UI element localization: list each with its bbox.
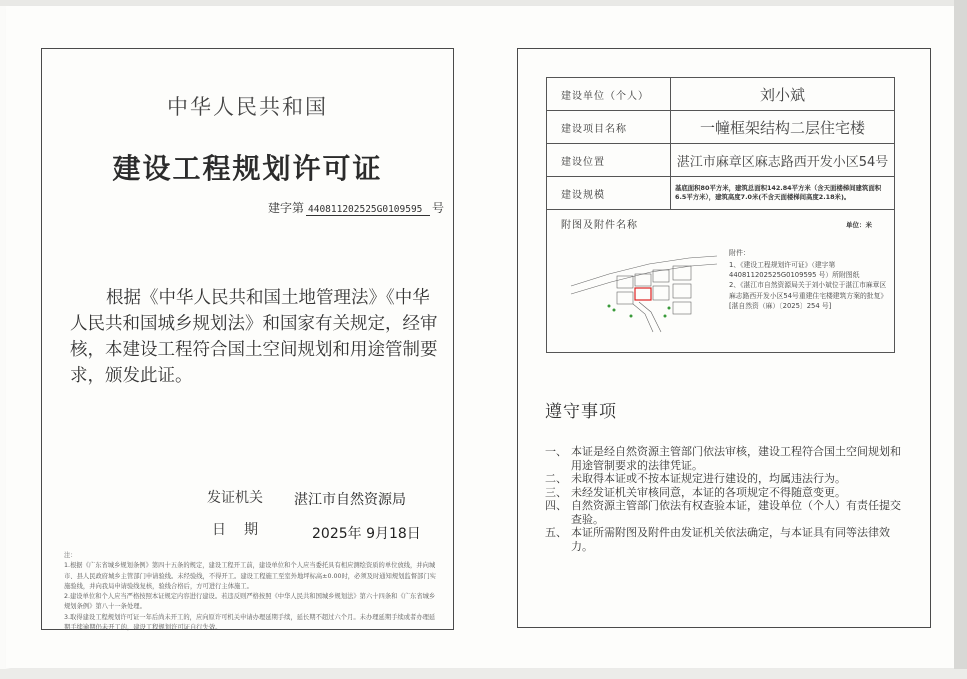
item-text: 自然资源主管部门依法有权查验本证，建设单位（个人）有责任提交查验。 (571, 499, 901, 526)
certificate-right-page (517, 48, 931, 628)
scan-edge-right (954, 0, 967, 679)
issue-date: 2025年 9月18日 (312, 526, 421, 542)
attachment-item: 2、《湛江市自然资源局关于刘小斌位于湛江市麻章区麻志路西开发小区54号重建住宅楼建筑方案的批复》[湛自然资（麻）〔2025〕254 号] (729, 281, 888, 310)
list-item (545, 526, 907, 553)
item-text: 本证是经自然资源主管部门依法审核，建设工程符合国土空间规划和用途管制要求的法律凭证。 (571, 445, 901, 472)
item-number: 五、 (545, 526, 567, 539)
certificate-left-page (41, 48, 454, 630)
scale-label: 建设规模 (547, 177, 671, 210)
attachments-title: 附件： (729, 249, 750, 257)
item-number: 二、 (545, 472, 567, 485)
issuer-label: 发证机关 (207, 490, 263, 506)
footnotes (64, 551, 436, 633)
attachment-item: 1、《建设工程规划许可证》（建字第440811202525G0109595 号）所附图纸 (729, 261, 860, 280)
attachments-cell (547, 210, 895, 353)
unit-label: 单位：米 (846, 221, 872, 229)
permit-details-table (546, 77, 895, 353)
item-number: 四、 (545, 499, 567, 512)
table-row (547, 177, 895, 210)
item-text: 未取得本证或不按本证规定进行建设的，均属违法行为。 (571, 472, 846, 485)
location-label: 建设位置 (547, 144, 671, 177)
list-item (545, 499, 907, 526)
item-text: 本证所需附图及附件由发证机关依法确定，与本证具有同等法律效力。 (571, 526, 890, 553)
country-name: 中华人民共和国 (167, 95, 328, 119)
attachments-label: 附图及附件名称 (561, 220, 638, 231)
certificate-body-text: 根据《中华人民共和国土地管理法》《中华人民共和国城乡规划法》和国家有关规定，经审核，本建设工程符合国土空间规划和用途管制要求，颁发此证。 (70, 288, 438, 386)
attachments-list (729, 260, 889, 311)
applicant-label: 建设单位（个人） (547, 78, 671, 111)
project-value: 一幢框架结构二层住宅楼 (671, 111, 895, 144)
applicant-value: 刘小斌 (671, 78, 895, 111)
observe-title: 遵守事项 (545, 402, 617, 422)
list-item (545, 486, 907, 500)
certificate-title: 建设工程规划许可证 (112, 152, 383, 185)
footnote-item: 2.建设单位和个人应当严格按照本证规定内容进行建设。若违反则严格按照《中华人民共和国城乡规划法》第六十四条和《广东省城乡规划条例》第八十一条处理。 (64, 593, 436, 611)
item-number: 三、 (545, 485, 567, 499)
date-label: 日期 (212, 522, 276, 538)
list-item (545, 445, 907, 472)
footnote-item: 1.根据《广东省城乡规划条例》第四十五条的规定，建设工程开工前，建设单位和个人应当委托具有相应测绘资质的单位放线，并向城市、县人民政府城乡主管部门申请验线。未经验线，不得开工。建设工程施工至室外地坪标高±0.00时，必须及时通知规划监督部门实施验线，并向我局申请验线复核，验线合格后，方可进行主体施工。 (64, 562, 436, 590)
footnote-item: 3.取得建设工程规划许可证一年后尚未开工的，应向原许可机关申请办理延期手续，延长期不超过六个月。未办理延期手续或者办理延期手续逾期仍未开工的，建设工程规划许可证自行失效。 (64, 613, 436, 632)
item-text: 未经发证机关审核同意，本证的各项规定不得随意变更。 (571, 485, 846, 499)
issuer-value: 湛江市自然资源局 (294, 492, 406, 508)
list-item (545, 472, 907, 486)
item-number: 一、 (545, 445, 567, 458)
footnote-title: 注： (64, 552, 77, 559)
cert-number-value: 440811202525G0109595 (306, 204, 430, 216)
table-row (547, 111, 895, 144)
table-row (547, 210, 895, 353)
cert-number-prefix: 建字第 (268, 201, 305, 215)
site-plan-drawing (569, 246, 719, 336)
table-row (547, 144, 895, 177)
table-row (547, 78, 895, 111)
location-value: 湛江市麻章区麻志路西开发小区54号 (671, 144, 895, 177)
scale-value: 基底面积80平方米，建筑总面积142.84平方米（含天面楼梯间建筑面积6.5平方米），建筑高度7.0米(不含天面楼梯间高度2.18米)。 (671, 177, 895, 210)
certificate-body (70, 285, 440, 389)
cert-number-suffix: 号 (432, 201, 445, 215)
observe-list (545, 445, 907, 553)
certificate-number (268, 199, 444, 216)
project-label: 建设项目名称 (547, 111, 671, 144)
scan-edge-bottom (0, 669, 967, 679)
